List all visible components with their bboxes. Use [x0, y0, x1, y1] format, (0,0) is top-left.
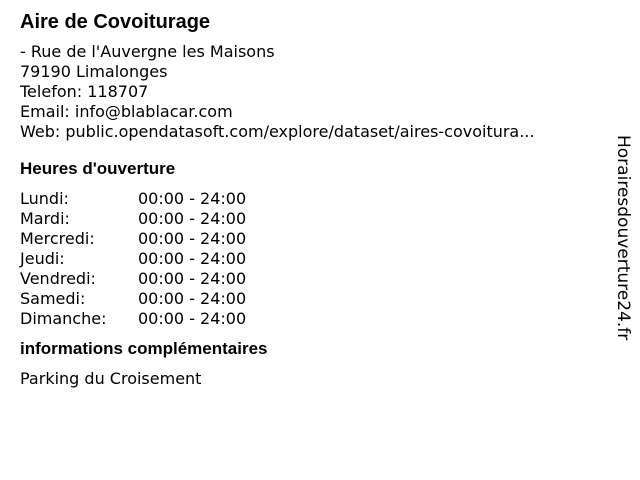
day-label: Mercredi: [20, 229, 95, 248]
opening-hours-table [20, 189, 605, 329]
day-label: Mardi: [20, 209, 70, 228]
time-range: 00:00 - 24:00 [138, 189, 247, 208]
additional-info-text: Parking du Croisement [20, 369, 202, 388]
day-label: Samedi: [20, 289, 86, 308]
day-label: Dimanche: [20, 309, 107, 328]
time-range: 00:00 - 24:00 [138, 249, 247, 268]
address-city: 79190 Limalonges [20, 62, 168, 81]
email-text: Email: info@blablacar.com [20, 102, 233, 121]
opening-hours-heading: Heures d'ouverture [20, 159, 176, 178]
hours-row-sunday [20, 309, 605, 329]
phone-text: Telefon: 118707 [20, 82, 149, 101]
time-range: 00:00 - 24:00 [138, 269, 247, 288]
hours-row-monday [20, 189, 605, 209]
hours-row-friday [20, 269, 605, 289]
hours-row-wednesday [20, 229, 605, 249]
site-watermark: Horairesdouverture24.fr [613, 135, 633, 341]
website-text: Web: public.opendatasoft.com/explore/dataset/aires-covoitura... [20, 122, 535, 141]
time-range: 00:00 - 24:00 [138, 209, 247, 228]
time-range: 00:00 - 24:00 [138, 289, 247, 308]
place-title: Aire de Covoiturage [20, 11, 211, 33]
day-label: Lundi: [20, 189, 69, 208]
time-range: 00:00 - 24:00 [138, 229, 247, 248]
hours-row-tuesday [20, 209, 605, 229]
day-label: Vendredi: [20, 269, 96, 288]
address-street: - Rue de l'Auvergne les Maisons [20, 42, 275, 61]
day-label: Jeudi: [20, 249, 65, 268]
place-card [20, 10, 605, 389]
time-range: 00:00 - 24:00 [138, 309, 247, 328]
hours-row-saturday [20, 289, 605, 309]
hours-row-thursday [20, 249, 605, 269]
additional-info-heading: informations complémentaires [20, 339, 268, 358]
